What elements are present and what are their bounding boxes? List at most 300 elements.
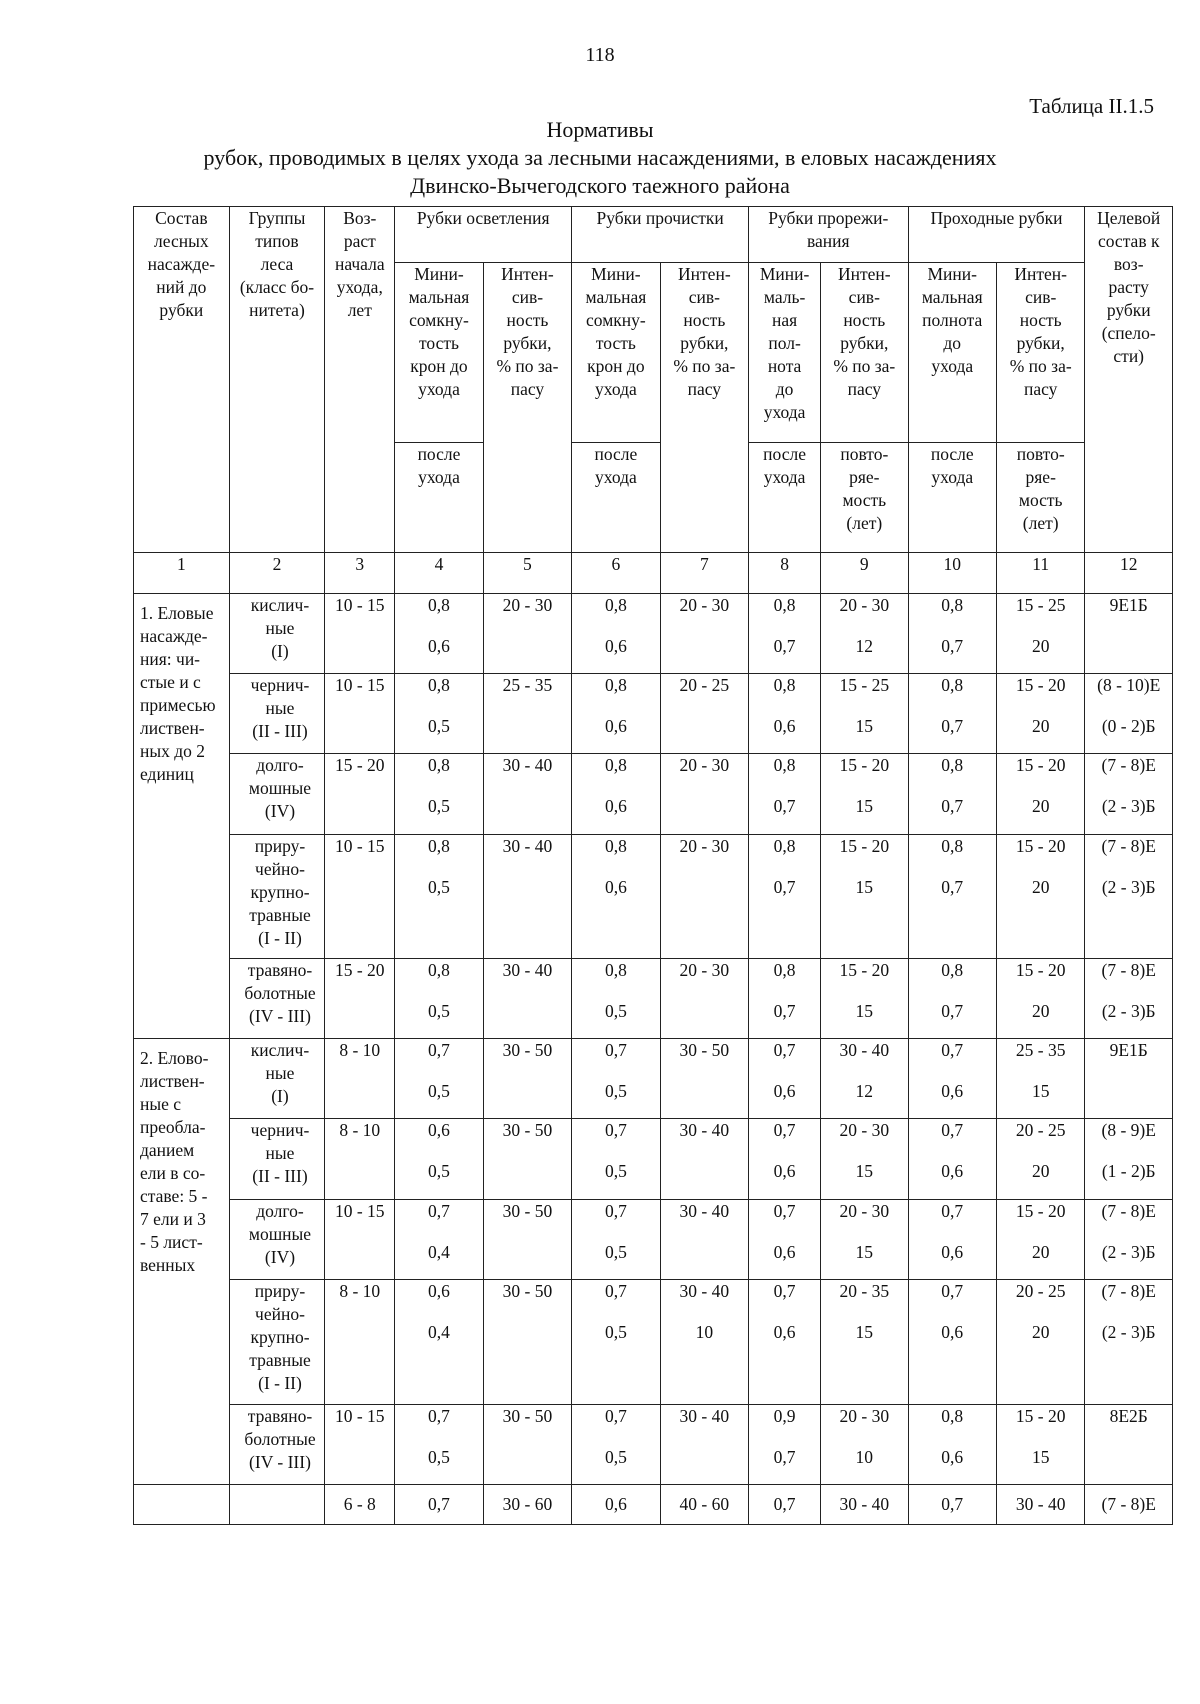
header-posle-6: после ухода <box>572 443 660 553</box>
value-cell-c5 <box>483 835 571 959</box>
value-before: 25 - 35 <box>1015 1040 1066 1060</box>
value-after: 0,6 <box>941 1447 964 1467</box>
value-cell-c11 <box>996 959 1084 1039</box>
value-cell-c10 <box>908 594 996 674</box>
value-cell-c10 <box>908 835 996 959</box>
header-posle-4: после ухода <box>395 443 483 553</box>
value-before: 30 - 40 <box>839 1040 890 1060</box>
value-before: 20 - 25 <box>1015 1281 1066 1301</box>
value-after: 0,5 <box>428 1447 450 1467</box>
value-after: 10 <box>695 1322 714 1342</box>
value-after: 0,7 <box>773 1447 796 1467</box>
value-before: 0,8 <box>941 595 964 615</box>
value-cell-c12 <box>1085 835 1173 959</box>
value-cell-c12 <box>1085 1200 1173 1280</box>
header-intens-7: Интен- сив- ность рубки, % по за- пасу <box>660 263 748 553</box>
value-after: (2 - 3)Б <box>1101 1001 1156 1021</box>
table-row <box>134 594 1173 674</box>
value-before: 0,8 <box>428 755 450 775</box>
value-cell-c6 <box>572 1119 660 1200</box>
value-cell-c4 <box>395 594 483 674</box>
value-after: 0,5 <box>428 1081 450 1101</box>
header-prorezhivanie: Рубки прорежи- вания <box>749 207 908 263</box>
header-col2: Группы типов леса (класс бо- нитета) <box>229 207 325 553</box>
value-cell-c9 <box>821 594 908 674</box>
value-cell-c4 <box>395 754 483 835</box>
norms-table <box>133 206 1173 1525</box>
value-before: 20 - 35 <box>839 1281 890 1301</box>
value-before: 15 - 20 <box>1015 960 1066 980</box>
value-before: 0,8 <box>941 675 964 695</box>
value-before: 15 - 20 <box>1015 836 1066 856</box>
value-before: 0,8 <box>428 675 450 695</box>
value-cell-c10 <box>908 1200 996 1280</box>
value-cell-c9 <box>821 1039 908 1119</box>
value-before: (7 - 8)Е <box>1101 960 1156 980</box>
start-age: 15 - 20 <box>325 959 395 1039</box>
value-before: 0,8 <box>604 595 627 615</box>
value-after: 0,5 <box>428 1001 450 1021</box>
value-after: 0,5 <box>604 1447 627 1467</box>
value-cell-c4 <box>395 1119 483 1200</box>
table-row <box>134 754 1173 835</box>
value-cell-c11 <box>996 1280 1084 1405</box>
value-after: 10 <box>855 1447 874 1467</box>
value-before: 0,7 <box>941 1201 964 1221</box>
column-number: 11 <box>996 553 1084 594</box>
value-before: 0,8 <box>428 836 450 856</box>
column-number: 12 <box>1085 553 1173 594</box>
value-before: 20 - 25 <box>679 675 730 695</box>
value-after: 0,6 <box>604 716 627 736</box>
value-after: 0,6 <box>604 636 627 656</box>
value-after: 12 <box>855 636 874 656</box>
value-cell-c10 <box>908 674 996 754</box>
value-before: 0,9 <box>773 1406 796 1426</box>
value-after: 20 <box>1031 1001 1050 1021</box>
value-cell-c10 <box>908 754 996 835</box>
value-before: 0,7 <box>941 1281 964 1301</box>
value-cell-c7 <box>660 1280 748 1405</box>
page-number: 118 <box>585 44 615 66</box>
value-after: 0,6 <box>941 1322 964 1342</box>
header-prokhodnye: Проходные рубки <box>908 207 1085 263</box>
value-after: 15 <box>1031 1081 1050 1101</box>
forest-type: травяно- болотные (IV - III) <box>229 959 325 1039</box>
value-cell-c9 <box>821 1280 908 1405</box>
value-cell-c5 <box>483 594 571 674</box>
table-title <box>100 116 1100 200</box>
value-before: 30 - 50 <box>502 1120 553 1140</box>
value-cell-c8 <box>749 1119 821 1200</box>
value-after: 15 <box>855 1001 874 1021</box>
column-number: 9 <box>821 553 908 594</box>
value-cell-c4 <box>395 1039 483 1119</box>
value-before: 0,8 <box>773 595 796 615</box>
value-before: 20 - 30 <box>839 1201 890 1221</box>
value-cell-c6 <box>572 594 660 674</box>
value-before: 0,8 <box>941 755 964 775</box>
value-before: 0,7 <box>773 1281 796 1301</box>
last-row-cell-c4: 0,7 <box>395 1485 483 1525</box>
value-after: 0,7 <box>773 796 796 816</box>
value-after: 0,6 <box>941 1081 964 1101</box>
last-row-cell-c8: 0,7 <box>749 1485 821 1525</box>
value-before: (7 - 8)Е <box>1101 755 1156 775</box>
value-before: 20 - 30 <box>839 1120 890 1140</box>
value-before: 15 - 20 <box>1015 675 1066 695</box>
value-after: 0,7 <box>773 877 796 897</box>
value-after: (2 - 3)Б <box>1101 877 1156 897</box>
value-before: 20 - 30 <box>679 836 730 856</box>
last-row-cell-c11: 30 - 40 <box>996 1485 1084 1525</box>
value-cell-c6 <box>572 1039 660 1119</box>
value-cell-c9 <box>821 835 908 959</box>
value-after: 0,7 <box>773 1001 796 1021</box>
value-after: 20 <box>1031 877 1050 897</box>
value-after: 0,4 <box>428 1242 450 1262</box>
value-before: (8 - 9)Е <box>1101 1120 1156 1140</box>
value-cell-c10 <box>908 1039 996 1119</box>
last-row-cell-c1 <box>134 1485 230 1525</box>
value-cell-c5 <box>483 754 571 835</box>
start-age: 10 - 15 <box>325 594 395 674</box>
value-cell-c10 <box>908 1280 996 1405</box>
column-number: 10 <box>908 553 996 594</box>
last-row-cell-c7: 40 - 60 <box>660 1485 748 1525</box>
value-before: 30 - 50 <box>502 1406 553 1426</box>
value-cell-c11 <box>996 835 1084 959</box>
value-cell-c9 <box>821 1200 908 1280</box>
value-after: 15 <box>855 1322 874 1342</box>
value-cell-c10 <box>908 1405 996 1485</box>
value-before: 15 - 20 <box>839 755 890 775</box>
value-after: 0,7 <box>773 636 796 656</box>
value-after: 0,5 <box>604 1242 627 1262</box>
value-after: (2 - 3)Б <box>1101 1322 1156 1342</box>
value-after: 15 <box>855 796 874 816</box>
table-row <box>134 835 1173 959</box>
header-intens-11: Интен- сив- ность рубки, % по за- пасу <box>996 263 1084 443</box>
header-intens-9: Интен- сив- ность рубки, % по за- пасу <box>821 263 908 443</box>
forest-type: долго- мошные (IV) <box>229 754 325 835</box>
value-cell-c5 <box>483 1039 571 1119</box>
value-cell-c11 <box>996 1119 1084 1200</box>
value-cell-c8 <box>749 1039 821 1119</box>
value-before: 0,7 <box>773 1201 796 1221</box>
value-cell-c4 <box>395 1405 483 1485</box>
value-before: 0,7 <box>604 1406 627 1426</box>
column-number: 3 <box>325 553 395 594</box>
value-cell-c6 <box>572 674 660 754</box>
value-cell-c11 <box>996 594 1084 674</box>
value-after: 0,5 <box>604 1001 627 1021</box>
value-before: 15 - 20 <box>1015 1201 1066 1221</box>
header-min-somk-6: Мини- мальная сомкну- тость крон до ухода <box>572 263 660 443</box>
start-age: 10 - 15 <box>325 674 395 754</box>
value-cell-c7 <box>660 1200 748 1280</box>
value-before: 0,8 <box>604 675 627 695</box>
start-age: 8 - 10 <box>325 1119 395 1200</box>
value-before: 9Е1Б <box>1109 595 1148 615</box>
value-before: 30 - 50 <box>679 1040 730 1060</box>
value-after: 0,6 <box>941 1161 964 1181</box>
value-after: 0,5 <box>604 1322 627 1342</box>
value-before: (7 - 8)Е <box>1101 1201 1156 1221</box>
forest-type: чернич- ные (II - III) <box>229 674 325 754</box>
value-after: 0,7 <box>941 877 964 897</box>
column-number: 2 <box>229 553 325 594</box>
value-after: 0,6 <box>428 636 450 656</box>
value-cell-c8 <box>749 1200 821 1280</box>
value-cell-c7 <box>660 835 748 959</box>
value-cell-c5 <box>483 959 571 1039</box>
value-cell-c4 <box>395 1280 483 1405</box>
value-cell-c7 <box>660 674 748 754</box>
value-before: (7 - 8)Е <box>1101 1281 1156 1301</box>
value-before: 20 - 30 <box>679 755 730 775</box>
value-before: 0,7 <box>941 1040 964 1060</box>
value-before: 0,7 <box>604 1120 627 1140</box>
value-before: 30 - 40 <box>679 1120 730 1140</box>
value-after: 0,4 <box>428 1322 450 1342</box>
column-number-row <box>134 553 1173 594</box>
value-before: 0,8 <box>773 755 796 775</box>
value-before: 0,8 <box>773 675 796 695</box>
value-after: 0,5 <box>428 1161 450 1181</box>
value-cell-c7 <box>660 754 748 835</box>
value-cell-c9 <box>821 1119 908 1200</box>
column-number: 6 <box>572 553 660 594</box>
value-after: 15 <box>1031 1447 1050 1467</box>
start-age: 8 - 10 <box>325 1039 395 1119</box>
value-after: 0,7 <box>941 1001 964 1021</box>
forest-type: кислич- ные (I) <box>229 594 325 674</box>
table-label: Таблица II.1.5 <box>1029 94 1154 118</box>
value-before: 20 - 30 <box>839 595 890 615</box>
title-line-1: Нормативы <box>546 117 654 142</box>
start-age: 10 - 15 <box>325 1405 395 1485</box>
value-after: (0 - 2)Б <box>1101 716 1156 736</box>
value-cell-c5 <box>483 1280 571 1405</box>
table-row <box>134 959 1173 1039</box>
value-before: 0,8 <box>604 755 627 775</box>
value-before: 0,7 <box>604 1201 627 1221</box>
header-prochistki: Рубки прочистки <box>572 207 749 263</box>
table-row <box>134 1039 1173 1119</box>
value-before: 30 - 40 <box>502 755 553 775</box>
value-cell-c12 <box>1085 1405 1173 1485</box>
last-row-cell-c9: 30 - 40 <box>821 1485 908 1525</box>
value-after: 20 <box>1031 1242 1050 1262</box>
value-cell-c9 <box>821 1405 908 1485</box>
value-cell-c12 <box>1085 754 1173 835</box>
value-before: 0,8 <box>941 836 964 856</box>
value-after: 20 <box>1031 1161 1050 1181</box>
column-number: 1 <box>134 553 230 594</box>
value-before: 15 - 20 <box>1015 755 1066 775</box>
value-after: (2 - 3)Б <box>1101 796 1156 816</box>
value-cell-c8 <box>749 1405 821 1485</box>
last-row-cell-c12: (7 - 8)Е <box>1085 1485 1173 1525</box>
last-row-cell-c5: 30 - 60 <box>483 1485 571 1525</box>
value-before: 9Е1Б <box>1109 1040 1148 1060</box>
value-before: 0,8 <box>604 960 627 980</box>
value-before: 20 - 30 <box>502 595 553 615</box>
value-after: 0,5 <box>428 796 450 816</box>
value-cell-c10 <box>908 959 996 1039</box>
value-cell-c5 <box>483 1119 571 1200</box>
value-after: 0,7 <box>941 716 964 736</box>
value-before: 0,8 <box>428 595 450 615</box>
value-after: 0,6 <box>773 1161 796 1181</box>
value-before: 30 - 40 <box>502 960 553 980</box>
header-col1: Состав лесных насажде- ний до рубки <box>134 207 230 553</box>
value-before: 20 - 30 <box>679 960 730 980</box>
value-cell-c5 <box>483 674 571 754</box>
header-osvetlenie: Рубки осветления <box>395 207 572 263</box>
value-cell-c12 <box>1085 1280 1173 1405</box>
value-cell-c4 <box>395 835 483 959</box>
value-before: 0,7 <box>941 1120 964 1140</box>
table-row <box>134 1405 1173 1485</box>
value-before: 15 - 20 <box>839 960 890 980</box>
value-after: 20 <box>1031 716 1050 736</box>
value-before: 0,8 <box>428 960 450 980</box>
value-after: 15 <box>855 716 874 736</box>
value-after: 20 <box>1031 636 1050 656</box>
value-before: 30 - 50 <box>502 1201 553 1221</box>
value-after: 0,5 <box>428 877 450 897</box>
value-cell-c9 <box>821 754 908 835</box>
value-after: 15 <box>855 1242 874 1262</box>
value-cell-c11 <box>996 754 1084 835</box>
header-intens-5: Интен- сив- ность рубки, % по за- пасу <box>483 263 571 553</box>
value-after: 0,5 <box>428 716 450 736</box>
value-cell-c5 <box>483 1200 571 1280</box>
value-before: 0,8 <box>941 960 964 980</box>
value-cell-c7 <box>660 1119 748 1200</box>
value-cell-c7 <box>660 1405 748 1485</box>
value-after: 12 <box>855 1081 874 1101</box>
value-before: 0,7 <box>428 1201 450 1221</box>
forest-type: чернич- ные (II - III) <box>229 1119 325 1200</box>
value-cell-c6 <box>572 959 660 1039</box>
column-number: 5 <box>483 553 571 594</box>
value-cell-c6 <box>572 1405 660 1485</box>
value-before: 0,8 <box>941 1406 964 1426</box>
value-before: 0,6 <box>428 1281 450 1301</box>
value-cell-c9 <box>821 959 908 1039</box>
value-cell-c7 <box>660 1039 748 1119</box>
value-cell-c6 <box>572 1200 660 1280</box>
value-cell-c8 <box>749 594 821 674</box>
value-before: (8 - 10)Е <box>1097 675 1161 695</box>
value-cell-c12 <box>1085 959 1173 1039</box>
forest-type: травяно- болотные (IV - III) <box>229 1405 325 1485</box>
value-cell-c8 <box>749 1280 821 1405</box>
header-min-somk-4: Мини- мальная сомкну- тость крон до ухода <box>395 263 483 443</box>
table-row <box>134 1119 1173 1200</box>
column-number: 4 <box>395 553 483 594</box>
last-row-cell-c2 <box>229 1485 325 1525</box>
header-povtor-11: повто- ряе- мость (лет) <box>996 443 1084 553</box>
value-after: 20 <box>1031 1322 1050 1342</box>
value-cell-c9 <box>821 674 908 754</box>
value-before: 20 - 30 <box>679 595 730 615</box>
value-before: 0,8 <box>604 836 627 856</box>
value-cell-c7 <box>660 594 748 674</box>
value-cell-c6 <box>572 1280 660 1405</box>
header-posle-10: после ухода <box>908 443 996 553</box>
value-before: 0,7 <box>604 1040 627 1060</box>
value-after: 0,5 <box>604 1081 627 1101</box>
value-cell-c11 <box>996 1405 1084 1485</box>
value-before: 0,7 <box>604 1281 627 1301</box>
value-after: 0,6 <box>773 1242 796 1262</box>
column-number: 7 <box>660 553 748 594</box>
value-after: (2 - 3)Б <box>1101 1242 1156 1262</box>
value-cell-c11 <box>996 1039 1084 1119</box>
group-name: 1. Еловые насажде- ния: чи- стые и с примесью листвен- ных до 2 единиц <box>134 594 230 1039</box>
value-cell-c8 <box>749 754 821 835</box>
start-age: 8 - 10 <box>325 1280 395 1405</box>
value-before: 0,7 <box>773 1040 796 1060</box>
header-col3: Воз- раст начала ухода, лет <box>325 207 395 553</box>
value-cell-c11 <box>996 1200 1084 1280</box>
group-name: 2. Елово- листвен- ные с преобла- данием ели в со- ставе: 5 - 7 ели и 3 - 5 лист- венных <box>134 1039 230 1485</box>
value-cell-c5 <box>483 1405 571 1485</box>
value-after: 15 <box>855 877 874 897</box>
value-cell-c8 <box>749 835 821 959</box>
last-row-cell-c10: 0,7 <box>908 1485 996 1525</box>
value-cell-c11 <box>996 674 1084 754</box>
start-age: 10 - 15 <box>325 1200 395 1280</box>
forest-type: приру- чейно- крупно- травные (I - II) <box>229 835 325 959</box>
value-before: 30 - 50 <box>502 1040 553 1060</box>
value-before: 30 - 40 <box>502 836 553 856</box>
title-line-3: Двинско-Вычегодского таежного района <box>410 173 790 198</box>
value-cell-c4 <box>395 1200 483 1280</box>
value-after: 0,5 <box>604 1161 627 1181</box>
value-cell-c4 <box>395 674 483 754</box>
value-cell-c12 <box>1085 1119 1173 1200</box>
value-after: 0,6 <box>773 716 796 736</box>
table-row <box>134 674 1173 754</box>
value-before: 8Е2Б <box>1109 1406 1148 1426</box>
column-number: 8 <box>749 553 821 594</box>
value-after: 0,6 <box>773 1322 796 1342</box>
value-before: 0,8 <box>773 960 796 980</box>
value-before: 0,7 <box>428 1040 450 1060</box>
value-before: 25 - 35 <box>502 675 553 695</box>
value-cell-c12 <box>1085 674 1173 754</box>
value-before: 30 - 40 <box>679 1281 730 1301</box>
value-cell-c12 <box>1085 1039 1173 1119</box>
value-cell-c8 <box>749 959 821 1039</box>
value-before: 0,7 <box>773 1120 796 1140</box>
table-row <box>134 1280 1173 1405</box>
value-after: 0,7 <box>941 796 964 816</box>
forest-type: приру- чейно- крупно- травные (I - II) <box>229 1280 325 1405</box>
value-cell-c4 <box>395 959 483 1039</box>
value-after: 0,6 <box>604 877 627 897</box>
header-col12: Целевой состав к воз- расту рубки (спело- сти) <box>1085 207 1173 553</box>
table-row-last <box>134 1485 1173 1525</box>
forest-type: долго- мошные (IV) <box>229 1200 325 1280</box>
header-min-polnota-10: Мини- мальная полнота до ухода <box>908 263 996 443</box>
value-cell-c6 <box>572 754 660 835</box>
